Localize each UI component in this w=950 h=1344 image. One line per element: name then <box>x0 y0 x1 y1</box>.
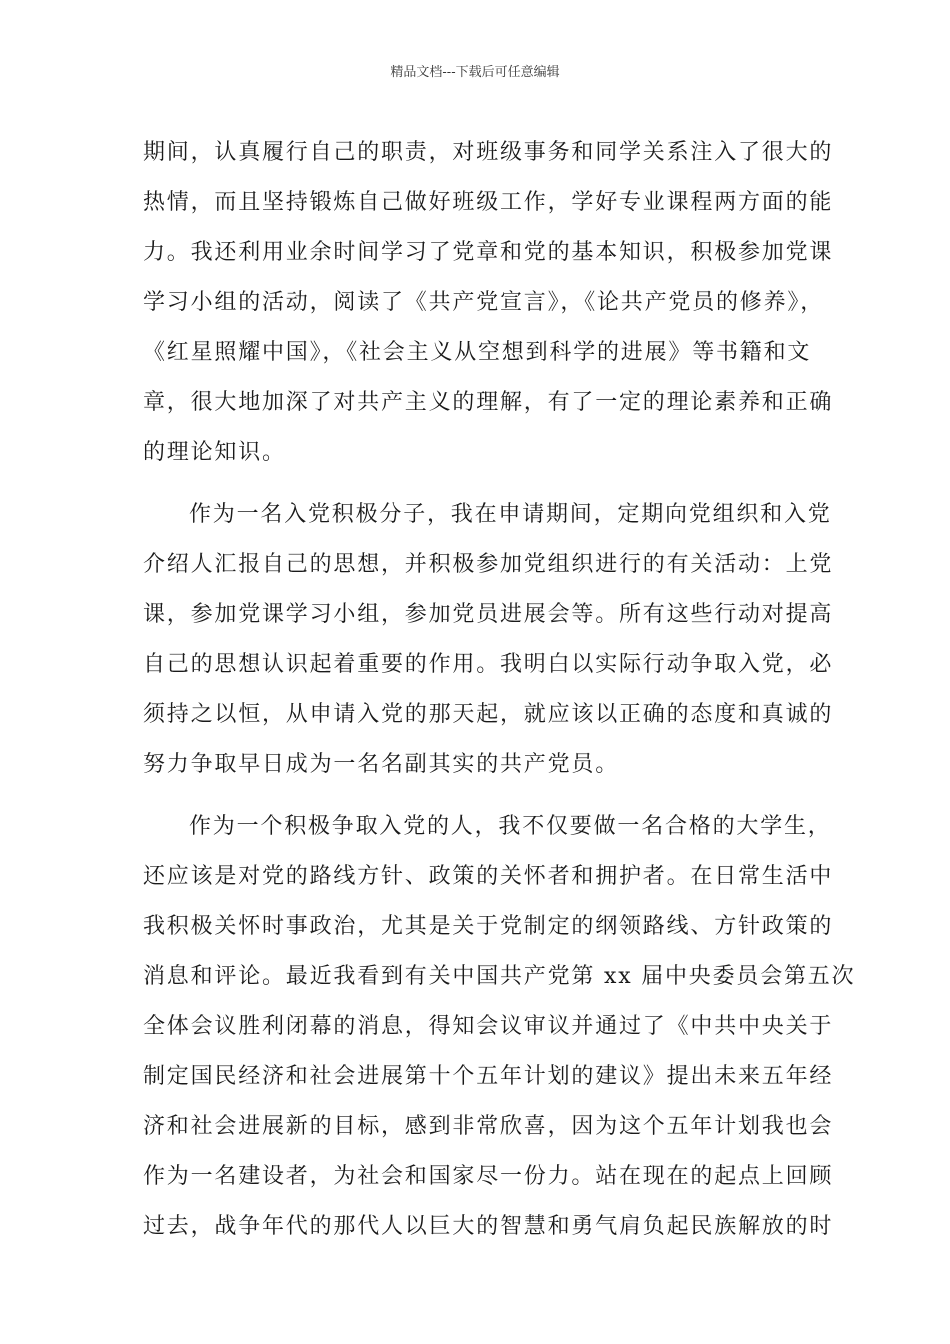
paragraph-gap <box>143 478 843 490</box>
paragraph-2 <box>143 490 843 790</box>
text-line: 作为一名建设者，为社会和国家尽一份力。站在现在的起点上回顾 <box>143 1164 834 1189</box>
paragraph-gap <box>143 790 843 802</box>
text-line: 作为一名入党积极分子，我在申请期间，定期向党组织和入党 <box>189 502 832 527</box>
text-line: 济和社会进展新的目标，感到非常欣喜，因为这个五年计划我也会 <box>143 1114 834 1139</box>
text-line: 章，很大地加深了对共产主义的理解，有了一定的理论素养和正确 <box>143 390 834 415</box>
text-line: 学习小组的活动，阅读了《共产党宣言》，《论共产党员的修养》， <box>143 290 825 315</box>
text-line: 《红星照耀中国》，《社会主义从空想到科学的进展》等书籍和文 <box>143 340 812 365</box>
text-line: 期间，认真履行自己的职责，对班级事务和同学关系注入了很大的 <box>143 140 834 165</box>
text-line: 自己的思想认识起着重要的作用。我明白以实际行动争取入党，必 <box>143 652 834 677</box>
text-line: 力。我还利用业余时间学习了党章和党的基本知识，积极参加党课 <box>143 240 834 265</box>
text-line: 制定国民经济和社会进展第十个五年计划的建议》提出未来五年经 <box>143 1064 834 1089</box>
document-body <box>143 128 856 1252</box>
page-header: 精品文档---下载后可任意编辑 <box>390 65 560 80</box>
text-line: 热情，而且坚持锻炼自己做好班级工作，学好专业课程两方面的能 <box>143 190 834 215</box>
text-line: 作为一个积极争取入党的人，我不仅要做一名合格的大学生， <box>189 814 832 839</box>
text-line: 的理论知识。 <box>143 440 286 465</box>
paragraph-1 <box>143 128 843 478</box>
text-line: 还应该是对党的路线方针、政策的关怀者和拥护者。在日常生活中 <box>143 864 834 889</box>
text-line: 消息和评论。最近我看到有关中国共产党第 xx 届中央委员会第五次 <box>143 964 856 989</box>
text-line: 过去，战争年代的那代人以巨大的智慧和勇气肩负起民族解放的时 <box>143 1214 834 1239</box>
text-line: 努力争取早日成为一名名副其实的共产党员。 <box>143 752 620 777</box>
text-line: 课，参加党课学习小组，参加党员进展会等。所有这些行动对提高 <box>143 602 834 627</box>
text-line: 介绍人汇报自己的思想，并积极参加党组织进行的有关活动：上党 <box>143 552 834 577</box>
text-line: 我积极关怀时事政治，尤其是关于党制定的纲领路线、方针政策的 <box>143 914 834 939</box>
text-line: 须持之以恒，从申请入党的那天起，就应该以正确的态度和真诚的 <box>143 702 834 727</box>
text-line: 全体会议胜利闭幕的消息，得知会议审议并通过了《中共中央关于 <box>143 1014 834 1039</box>
paragraph-3 <box>143 802 856 1252</box>
